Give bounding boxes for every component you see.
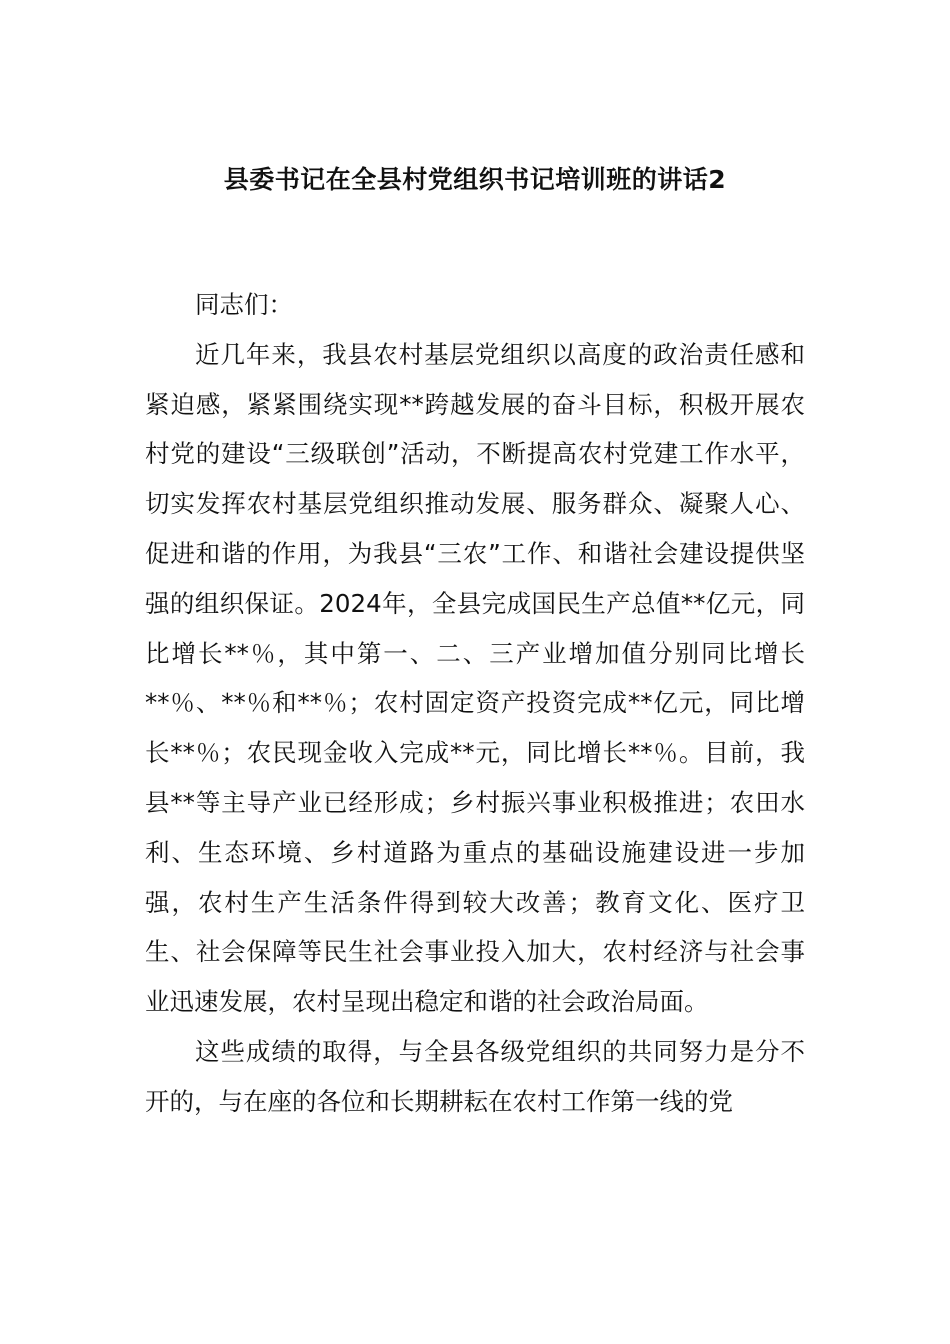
document-body [145,280,805,1127]
salutation-paragraph: 同志们： [195,290,293,319]
body-paragraph: 近几年来，我县农村基层党组织以高度的政治责任感和紧迫感，紧紧围绕实现**跨越发展的奋斗目标，积极开展农村党的建设“三级联创”活动，不断提高农村党建工作水平，切实发挥农村基层党组织推动发展、服务群众、凝聚人心、促进和谐的作用，为我县“三农”工作、和谐社会建设提供坚强的组织保证。2024年，全县完成国民生产总值**亿元，同比增长**％，其中第一、二、三产业增加值分别同比增长**％、**％和**％；农村固定资产投资完成**亿元，同比增长**％；农民现金收入完成**元，同比增长**％。目前，我县**等主导产业已经形成；乡村振兴事业积极推进；农田水利、生态环境、乡村道路为重点的基础设施建设进一步加强，农村生产生活条件得到较大改善；教育文化、医疗卫生、社会保障等民生社会事业投入加大，农村经济与社会事业迅速发展，农村呈现出稳定和谐的社会政治局面。 [145,339,805,1017]
body-paragraph: 这些成绩的取得，与全县各级党组织的共同努力是分不开的，与在座的各位和长期耕耘在农村工作第一线的党 [145,1036,805,1116]
document-title: 县委书记在全县村党组织书记培训班的讲话2 [223,165,727,194]
